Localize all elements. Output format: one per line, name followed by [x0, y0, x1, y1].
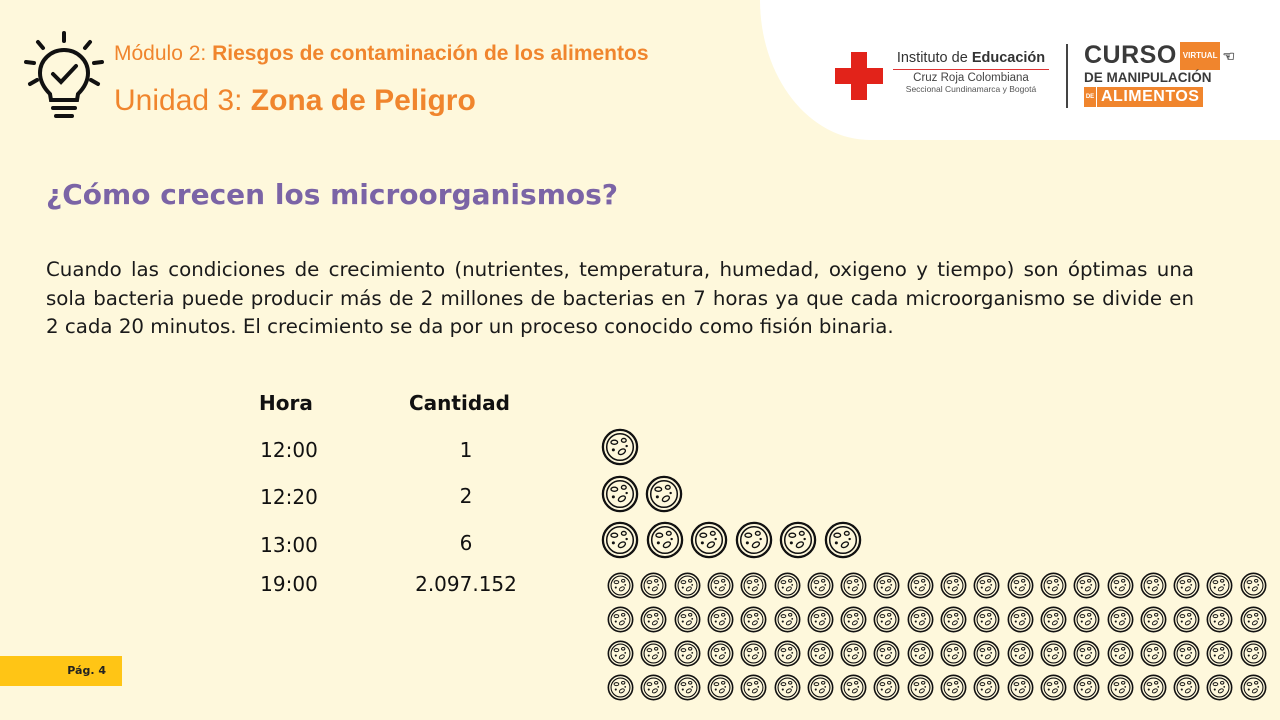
- bacteria-icon: [807, 640, 834, 667]
- row-hora: 12:20: [260, 485, 318, 509]
- bacteria-icon: [1040, 674, 1067, 701]
- logo-divider: [1066, 44, 1068, 108]
- bacteria-icon: [1140, 640, 1167, 667]
- bacteria-icon: [873, 674, 900, 701]
- bacteria-icon: [1073, 640, 1100, 667]
- bacteria-icon: [1073, 572, 1100, 599]
- bacteria-icon: [973, 640, 1000, 667]
- bacteria-icon: [640, 606, 667, 633]
- bacteria-icon: [1107, 640, 1134, 667]
- bacteria-icon: [1140, 572, 1167, 599]
- bacteria-icon: [840, 572, 867, 599]
- bacteria-icon: [779, 521, 817, 559]
- bacteria-icon: [1007, 572, 1034, 599]
- bacteria-icon: [840, 640, 867, 667]
- bacteria-icon: [1007, 606, 1034, 633]
- bacteria-icon: [873, 640, 900, 667]
- row-hora: 12:00: [260, 438, 318, 462]
- bacteria-icon: [1140, 674, 1167, 701]
- bacteria-icon: [940, 640, 967, 667]
- bacteria-icon: [1173, 606, 1200, 633]
- section-heading: ¿Cómo crecen los microorganismos?: [46, 178, 619, 211]
- bacteria-icon: [607, 674, 634, 701]
- bacteria-icon: [907, 640, 934, 667]
- bacteria-icon: [1140, 606, 1167, 633]
- bacteria-icon: [1240, 640, 1267, 667]
- bacteria-icon: [1240, 606, 1267, 633]
- bacteria-icon: [707, 606, 734, 633]
- bacteria-icon: [1107, 674, 1134, 701]
- row-hora: 13:00: [260, 533, 318, 557]
- bacteria-icon: [873, 572, 900, 599]
- bacteria-icon: [907, 606, 934, 633]
- bacteria-icon: [840, 674, 867, 701]
- module-title: Módulo 2: Riesgos de contaminación de los alimentos: [114, 42, 649, 65]
- bacteria-icon: [1206, 572, 1233, 599]
- bacteria-icon: [690, 521, 728, 559]
- column-header-cantidad: Cantidad: [409, 391, 510, 415]
- course-logo: CURSO VIRTUAL ☜ DE MANIPULACIÓN DE ALIMENTOS: [1084, 41, 1236, 106]
- page-number: Pág. 4: [67, 664, 106, 677]
- bacteria-icon: [940, 572, 967, 599]
- bacteria-icon: [640, 572, 667, 599]
- bacteria-icon: [940, 606, 967, 633]
- bacteria-icon: [640, 640, 667, 667]
- lightbulb-icon: [22, 30, 106, 122]
- bacteria-icon: [1173, 674, 1200, 701]
- institute-logo: Instituto de Educación Cruz Roja Colombiana Seccional Cundinamarca y Bogotá: [893, 50, 1049, 94]
- bacteria-icon: [607, 606, 634, 633]
- bacteria-icon: [1206, 674, 1233, 701]
- bacteria-icon: [740, 572, 767, 599]
- bacteria-icon: [807, 606, 834, 633]
- unit-title: Unidad 3: Zona de Peligro: [114, 84, 476, 117]
- bacteria-icon: [1007, 640, 1034, 667]
- bacteria-icon: [873, 606, 900, 633]
- bacteria-icon: [740, 606, 767, 633]
- column-header-hora: Hora: [259, 391, 313, 415]
- bacteria-icon: [1107, 606, 1134, 633]
- bacteria-icon: [707, 572, 734, 599]
- bacteria-icon: [973, 572, 1000, 599]
- bacteria-icon: [940, 674, 967, 701]
- bacteria-icon: [645, 475, 683, 513]
- bacteria-icon: [1040, 572, 1067, 599]
- bacteria-icon: [1206, 606, 1233, 633]
- bacteria-icon: [1073, 606, 1100, 633]
- hand-icon: ☜: [1222, 48, 1236, 65]
- bacteria-icon: [907, 572, 934, 599]
- bacteria-icon: [735, 521, 773, 559]
- row-cantidad: 1: [459, 438, 473, 462]
- bacteria-icon: [674, 674, 701, 701]
- bacteria-icon: [601, 428, 639, 466]
- bacteria-icon: [1173, 572, 1200, 599]
- bacteria-icon: [707, 674, 734, 701]
- row-cantidad: 2.097.152: [415, 572, 517, 596]
- bacteria-icon: [774, 640, 801, 667]
- bacteria-icon: [973, 674, 1000, 701]
- bacteria-icon: [601, 475, 639, 513]
- bacteria-icon: [824, 521, 862, 559]
- bacteria-icon: [1240, 572, 1267, 599]
- bacteria-icon: [1040, 640, 1067, 667]
- row-cantidad: 6: [459, 531, 473, 555]
- bacteria-icon: [674, 572, 701, 599]
- bacteria-icon: [646, 521, 684, 559]
- red-cross-logo: [835, 52, 883, 100]
- bacteria-icon: [740, 674, 767, 701]
- bacteria-icon: [674, 606, 701, 633]
- row-hora: 19:00: [260, 572, 318, 596]
- bacteria-icon: [774, 606, 801, 633]
- bacteria-icon: [601, 521, 639, 559]
- bacteria-icon: [807, 572, 834, 599]
- bacteria-icon: [607, 572, 634, 599]
- bacteria-icon: [1073, 674, 1100, 701]
- bacteria-icon: [707, 640, 734, 667]
- bacteria-icon: [807, 674, 834, 701]
- bacteria-icon: [774, 674, 801, 701]
- bacteria-icon: [607, 640, 634, 667]
- bacteria-icon: [840, 606, 867, 633]
- bacteria-icon: [1007, 674, 1034, 701]
- bacteria-icon: [907, 674, 934, 701]
- page-badge: [0, 656, 122, 686]
- bacteria-icon: [1206, 640, 1233, 667]
- bacteria-icon: [1040, 606, 1067, 633]
- body-paragraph: Cuando las condiciones de crecimiento (nutrientes, temperatura, humedad, oxigeno y tiempo) son óptimas una sola bacteria puede producir más de 2 millones de bacterias en 7 horas ya que cada microorganismo se divide en 2 cada 20 minutos. El crecimiento se da por un proceso conocido como fisión binaria.: [46, 258, 1194, 338]
- bacteria-icon: [1173, 640, 1200, 667]
- bacteria-icon: [740, 640, 767, 667]
- row-cantidad: 2: [459, 484, 473, 508]
- bacteria-icon: [1240, 674, 1267, 701]
- bacteria-icon: [973, 606, 1000, 633]
- bacteria-icon: [674, 640, 701, 667]
- bacteria-icon: [774, 572, 801, 599]
- bacteria-icon: [640, 674, 667, 701]
- bacteria-icon: [1107, 572, 1134, 599]
